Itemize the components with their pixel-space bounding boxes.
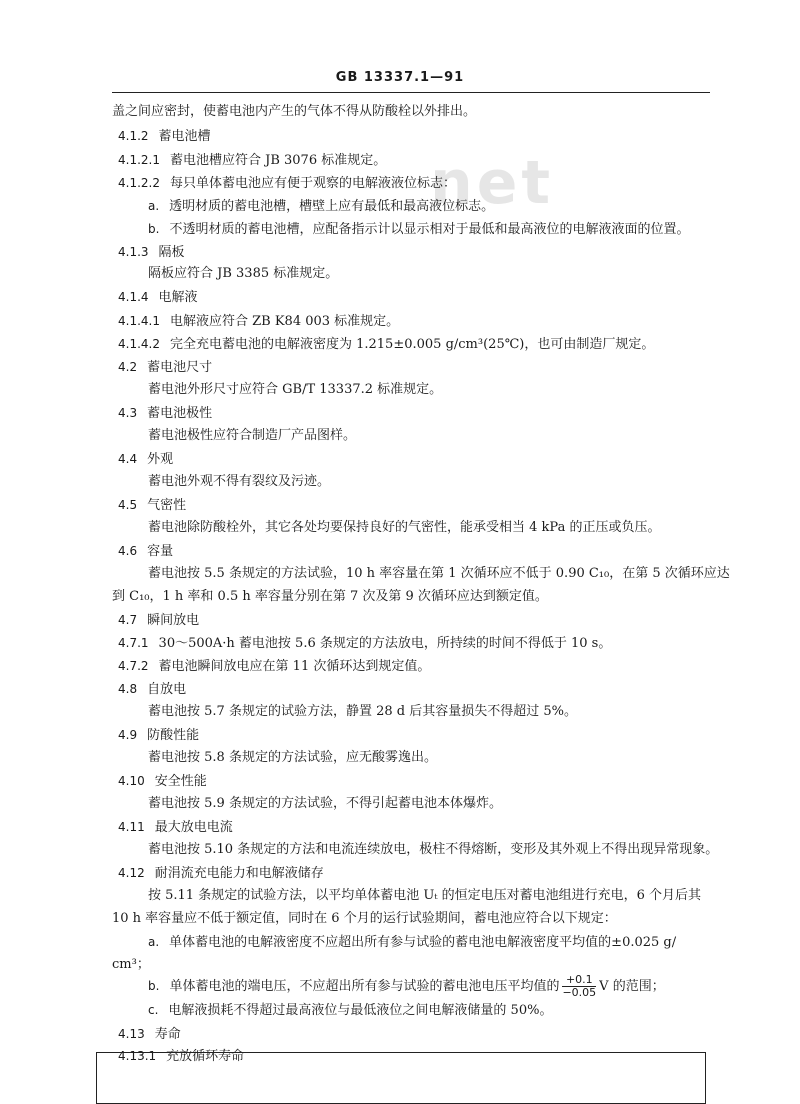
- text-line-l02: [118, 128, 211, 145]
- clause-text: 蓄电池除防酸栓外，其它各处均要保持良好的气密性，能承受相当 4 kPa 的正压或负压。: [148, 520, 661, 535]
- clause-number: 4.1.2: [118, 129, 149, 143]
- watermark: net: [430, 148, 555, 218]
- clause-number: 4.1.2.2: [118, 176, 160, 190]
- text-line-l17: [148, 474, 330, 490]
- text-line-l03: [118, 152, 386, 169]
- clause-text: 瞬间放电: [147, 613, 200, 628]
- clause-number: 4.9: [118, 728, 138, 742]
- clause-number: 4.1.4.1: [118, 314, 160, 328]
- text-line-l01: [112, 104, 476, 120]
- clause-text: 10 h 率容量应不低于额定值，同时在 6 个月的运行试验期间，蓄电池应符合以下规定：: [112, 911, 617, 926]
- tolerance-fraction: [562, 974, 596, 999]
- clause-number: 4.5: [118, 498, 138, 512]
- clause-text: 蓄电池极性: [147, 406, 213, 421]
- clause-text: 寿命: [154, 1027, 181, 1042]
- clause-text: 蓄电池外观不得有裂纹及污迹。: [148, 474, 331, 489]
- clause-text: 蓄电池槽: [158, 129, 211, 144]
- clause-number: 4.13.1: [118, 1049, 157, 1063]
- clause-text: 蓄电池按 5.10 条规定的方法和电流连续放电，极柱不得熔断，变形及其外观上不得出现异常现象。: [148, 842, 719, 857]
- clause-text: 蓄电池按 5.7 条规定的试验方法，静置 28 d 后其容量损失不得超过 5%。: [148, 704, 577, 719]
- clause-number: 4.11: [118, 820, 145, 834]
- text-line-l36: [112, 911, 617, 927]
- clause-number: 4.1.4: [118, 290, 149, 304]
- clause-number: 4.1.2.1: [118, 153, 160, 167]
- clause-number: 4.3: [118, 406, 138, 420]
- clause-number: 4.6: [118, 544, 138, 558]
- clause-text: 单体蓄电池的端电压，不应超出所有参与试验的蓄电池电压平均值的: [169, 979, 560, 994]
- clause-text: 不透明材质的蓄电池槽，应配备指示计以显示相对于最低和最高液位的电解液液面的位置。: [169, 222, 690, 237]
- clause-text: cm³；: [112, 957, 150, 972]
- clause-text: 充放循环寿命: [166, 1049, 245, 1064]
- clause-number: 4.7.2: [118, 659, 149, 673]
- text-line-l41: [118, 1026, 181, 1043]
- clause-number: a.: [148, 935, 160, 949]
- item-label: b.: [148, 979, 160, 993]
- text-line-l35: [148, 888, 701, 904]
- text-line-l09: [118, 289, 198, 306]
- text-line-l16: [118, 451, 173, 468]
- clause-text: 蓄电池槽应符合 JB 3076 标准规定。: [169, 153, 387, 168]
- text-line-l32: [118, 819, 233, 836]
- clause-text: 按 5.11 条规定的试验方法，以平均单体蓄电池 Uₜ 的恒定电压对蓄电池组进行充电，6 个月后其: [148, 888, 702, 903]
- clause-number: 4.4: [118, 452, 138, 466]
- clause-number: c.: [148, 1003, 159, 1017]
- clause-text: 自放电: [147, 682, 187, 697]
- text-line-l07: [118, 244, 185, 261]
- text-line-l08: [148, 266, 338, 282]
- text-line-l34: [118, 865, 324, 882]
- clause-text: 电解液应符合 ZB K84 003 标准规定。: [169, 314, 400, 329]
- text-line-l31: [148, 796, 502, 812]
- clause-text: 蓄电池按 5.8 条规定的方法试验，应无酸雾逸出。: [148, 750, 437, 765]
- clause-number: 4.7: [118, 613, 138, 627]
- clause-text: 安全性能: [154, 774, 207, 789]
- text-line-l15: [148, 428, 356, 444]
- text-line-l33: [148, 842, 718, 858]
- text-line-l38: [112, 957, 150, 973]
- text-line-l14: [118, 405, 212, 422]
- clause-number: 4.8: [118, 682, 138, 696]
- text-line-l24: [118, 635, 611, 652]
- text-line-l29: [148, 750, 437, 766]
- clause-number: 4.1.3: [118, 245, 149, 259]
- clause-text: 单体蓄电池的电解液密度不应超出所有参与试验的蓄电池电解液密度平均值的±0.025 g/: [169, 935, 677, 950]
- clause-text: 防酸性能: [147, 728, 200, 743]
- clause-text: 气密性: [147, 498, 187, 513]
- clause-text: 蓄电池尺寸: [147, 360, 213, 375]
- text-line-l25: [118, 658, 430, 675]
- clause-text: 隔板: [158, 245, 185, 260]
- clause-text: 蓄电池按 5.5 条规定的方法试验，10 h 率容量在第 1 次循环应不低于 0.90 C₁₀，在第 5 次循环应达: [148, 566, 730, 581]
- clause-text: 蓄电池极性应符合制造厂产品图样。: [148, 428, 357, 443]
- text-line-l28: [118, 727, 199, 744]
- clause-text: 容量: [147, 544, 174, 559]
- clause-number: b.: [148, 222, 160, 236]
- clause-number: a.: [148, 199, 160, 213]
- clause-text: 蓄电池外形尺寸应符合 GB/T 13337.2 标准规定。: [148, 382, 443, 397]
- text-line-l13: [148, 382, 442, 398]
- clause-text: 蓄电池按 5.9 条规定的方法试验，不得引起蓄电池本体爆炸。: [148, 796, 502, 811]
- clause-number: 4.1.4.2: [118, 337, 160, 351]
- text-line-l20: [118, 543, 173, 560]
- clause-number: 4.7.1: [118, 636, 149, 650]
- page-header: GB 13337.1—91: [335, 70, 465, 85]
- text-line-l11: [118, 336, 654, 353]
- text-line-l23: [118, 612, 199, 629]
- text-line-l12: [118, 359, 212, 376]
- clause-text: 完全充电蓄电池的电解液密度为 1.215±0.005 g/cm³(25℃)，也可由制造厂规定。: [169, 337, 655, 352]
- clause-text: 30～500A·h 蓄电池按 5.6 条规定的方法放电，所持续的时间不得低于 10 s。: [158, 636, 612, 651]
- text-line-l05: [148, 198, 494, 215]
- clause-text: 最大放电电流: [154, 820, 233, 835]
- clause-text: 隔板应符合 JB 3385 标准规定。: [148, 266, 339, 281]
- text-line-l04: [118, 175, 456, 192]
- clause-number: 4.12: [118, 866, 145, 880]
- text-line-l06: [148, 221, 689, 238]
- clause-number: 4.2: [118, 360, 138, 374]
- clause-text: 电解液损耗不得超过最高液位与最低液位之间电解液储量的 50%。: [168, 1003, 553, 1018]
- header-rule: [112, 92, 710, 93]
- text-line-l26: [118, 681, 186, 698]
- tolerance-upper: +0.1: [562, 974, 596, 987]
- text-line-l37: [148, 934, 676, 951]
- clause-text: 外观: [147, 452, 174, 467]
- text-line-l10: [118, 313, 399, 330]
- clause-text: 耐涓流充电能力和电解液储存: [154, 866, 324, 881]
- text-line-l40: [148, 1002, 552, 1019]
- text-line-l21: [148, 566, 730, 582]
- clause-number: 4.10: [118, 774, 145, 788]
- text-line-l30: [118, 773, 207, 790]
- clause-number: 4.13: [118, 1027, 145, 1041]
- text-line-l18: [118, 497, 186, 514]
- bottom-frame: [96, 1052, 706, 1104]
- clause-text: 电解液: [158, 290, 198, 305]
- clause-text: 盖之间应密封，使蓄电池内产生的气体不得从防酸栓以外排出。: [112, 104, 477, 119]
- text-line-l27: [148, 704, 577, 720]
- clause-text: 到 C₁₀，1 h 率和 0.5 h 率容量分别在第 7 次及第 9 次循环应达到额定值。: [112, 589, 548, 604]
- tolerance-lower: −0.05: [562, 986, 597, 999]
- text-line-l19: [148, 520, 660, 536]
- clause-text: 透明材质的蓄电池槽，槽壁上应有最低和最高液位标志。: [169, 199, 495, 214]
- text-line-l22: [112, 589, 548, 605]
- clause-4-12-b: [148, 974, 665, 999]
- clause-text-end: V 的范围；: [599, 979, 665, 994]
- clause-text: 每只单体蓄电池应有便于观察的电解液液位标志：: [169, 176, 456, 191]
- clause-text: 蓄电池瞬间放电应在第 11 次循环达到规定值。: [158, 659, 431, 674]
